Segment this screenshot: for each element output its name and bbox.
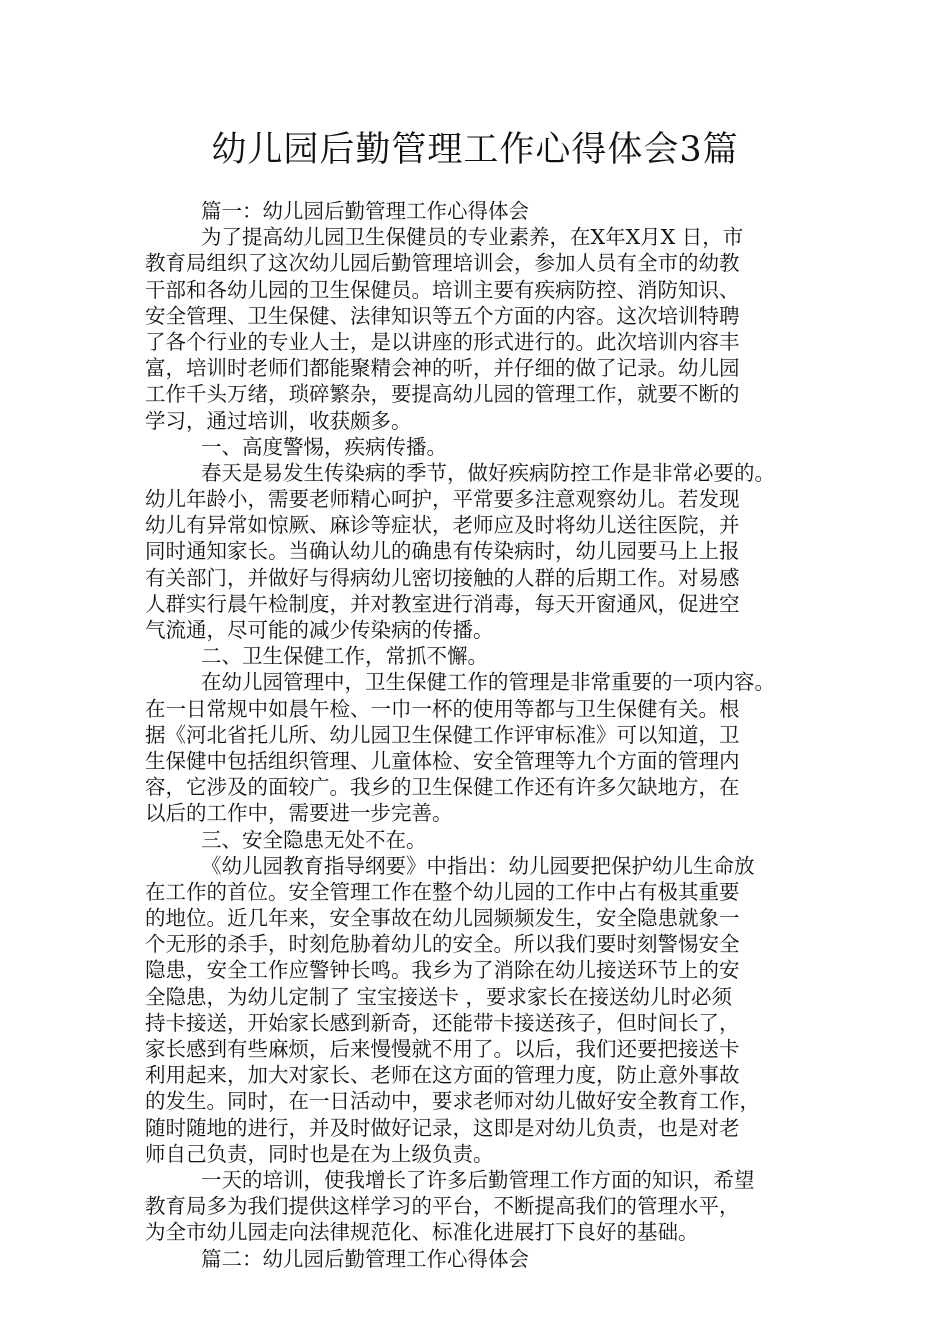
text-line: 工作千头万绪，琐碎繁杂，要提高幼儿园的管理工作，就要不断的 — [145, 382, 740, 407]
text-line: 干部和各幼儿园的卫生保健员。培训主要有疾病防控、消防知识、 — [145, 277, 740, 302]
text-line: 了各个行业的专业人士，是以讲座的形式进行的。此次培训内容丰 — [145, 329, 740, 354]
document-body — [145, 198, 815, 1272]
document-title: 幼儿园后勤管理工作心得体会3篇 — [211, 130, 739, 170]
text-line: 同时通知家长。当确认幼儿的确患有传染病时，幼儿园要马上上报 — [145, 539, 740, 564]
text-line: 幼儿有异常如惊厥、麻诊等症状，老师应及时将幼儿送往医院，并 — [145, 513, 740, 538]
text-line: 持卡接送，开始家长感到新奇，还能带卡接送孩子，但时间长了， — [145, 1010, 740, 1035]
text-line: 有关部门，并做好与得病幼儿密切接触的人群的后期工作。对易感 — [145, 565, 740, 590]
text-line: 在幼儿园管理中，卫生保健工作的管理是非常重要的一项内容。 — [201, 670, 775, 695]
text-line: 教育局组织了这次幼儿园后勤管理培训会，参加人员有全市的幼教 — [145, 251, 740, 276]
text-line: 隐患，安全工作应警钟长鸣。我乡为了消除在幼儿接送环节上的安 — [145, 958, 740, 983]
text-line: 一天的培训，使我增长了许多后勤管理工作方面的知识，希望 — [201, 1167, 755, 1192]
text-line: 利用起来，加大对家长、老师在这方面的管理力度，防止意外事故 — [145, 1063, 740, 1088]
text-line: 篇二：幼儿园后勤管理工作心得体会 — [201, 1246, 529, 1271]
text-line: 随时随地的进行，并及时做好记录，这即是对幼儿负责，也是对老 — [145, 1115, 740, 1140]
text-line: 为了提高幼儿园卫生保健员的专业素养，在X年X月X 日，市 — [201, 225, 744, 250]
text-line: 生保健中包括组织管理、儿童体检、安全管理等九个方面的管理内 — [145, 748, 740, 773]
text-line: 师自己负责，同时也是在为上级负责。 — [145, 1141, 494, 1166]
text-line: 人群实行晨午检制度，并对教室进行消毒，每天开窗通风，促进空 — [145, 591, 740, 616]
text-line: 幼儿年龄小，需要老师精心呵护，平常要多注意观察幼儿。若发现 — [145, 487, 740, 512]
text-line: 全隐患，为幼儿定制了 宝宝接送卡 ，要求家长在接送幼儿时必须 — [145, 984, 733, 1009]
text-line: 安全管理、卫生保健、法律知识等五个方面的内容。这次培训特聘 — [145, 303, 740, 328]
text-line: 二、卫生保健工作，常抓不懈。 — [201, 644, 488, 669]
text-line: 在工作的首位。安全管理工作在整个幼儿园的工作中占有极其重要 — [145, 879, 740, 904]
text-line: 春天是易发生传染病的季节，做好疾病防控工作是非常必要的。 — [201, 460, 775, 485]
text-line: 的发生。同时，在一日活动中，要求老师对幼儿做好安全教育工作， — [145, 1089, 760, 1114]
text-line: 容，它涉及的面较广。我乡的卫生保健工作还有许多欠缺地方，在 — [145, 775, 740, 800]
text-line: 为全市幼儿园走向法律规范化、标准化进展打下良好的基础。 — [145, 1220, 699, 1245]
text-line: 学习，通过培训，收获颇多。 — [145, 408, 412, 433]
text-line: 以后的工作中，需要进一步完善。 — [145, 801, 453, 826]
text-line: 家长感到有些麻烦，后来慢慢就不用了。以后，我们还要把接送卡 — [145, 1037, 740, 1061]
text-line: 据《河北省托儿所、幼儿园卫生保健工作评审标准》可以知道，卫 — [145, 722, 740, 747]
text-line: 气流通，尽可能的减少传染病的传播。 — [145, 618, 494, 642]
text-line: 个无形的杀手，时刻危胁着幼儿的安全。所以我们要时刻警惕安全 — [145, 932, 740, 957]
text-line: 篇一：幼儿园后勤管理工作心得体会 — [201, 199, 529, 223]
text-line: 在一日常规中如晨午检、一巾一杯的使用等都与卫生保健有关。根 — [145, 696, 740, 721]
text-line: 的地位。近几年来，安全事故在幼儿园频频发生，安全隐患就象一 — [145, 906, 740, 931]
text-line: 富，培训时老师们都能聚精会神的听，并仔细的做了记录。幼儿园 — [145, 356, 740, 381]
text-line: 三、安全隐患无处不在。 — [201, 827, 427, 852]
text-line: 一、高度警惕，疾病传播。 — [201, 434, 447, 459]
text-line: 《幼儿园教育指导纲要》中指出：幼儿园要把保护幼儿生命放 — [201, 853, 755, 878]
text-line: 教育局多为我们提供这样学习的平台，不断提高我们的管理水平， — [145, 1194, 740, 1219]
